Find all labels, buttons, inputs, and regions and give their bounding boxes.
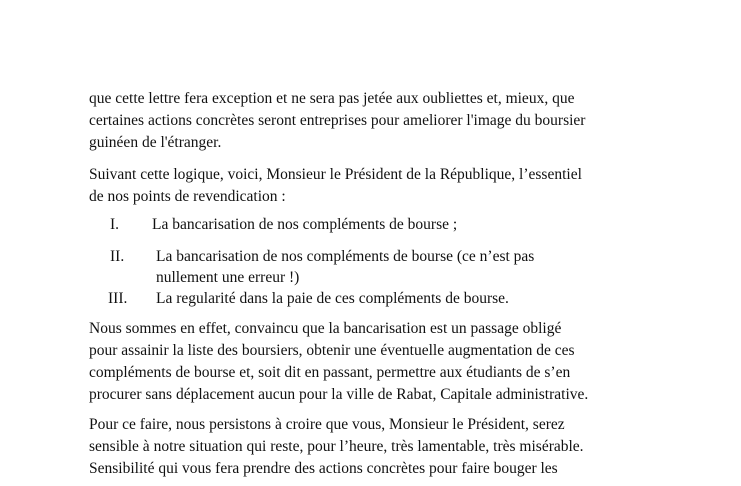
list-number: II. — [110, 248, 125, 265]
text-line: que cette lettre fera exception et ne sera pas jetée aux oubliettes et, mieux, que — [89, 90, 575, 107]
text-line: certaines actions concrètes seront entreprises pour ameliorer l'image du boursier — [89, 112, 586, 129]
list-item — [0, 246, 741, 268]
text-line: de nos points de revendication : — [89, 188, 286, 205]
text-line: compléments de bourse et, soit dit en passant, permettre aux étudiants de s’en — [89, 364, 571, 381]
text-line: Nous sommes en effet, convaincu que la bancarisation est un passage obligé — [89, 320, 562, 337]
text-line: procurer sans déplacement aucun pour la ville de Rabat, Capitale administrative. — [89, 386, 589, 403]
list-text: La regularité dans la paie de ces compléments de bourse. — [156, 290, 509, 307]
text-line: Suivant cette logique, voici, Monsieur le Président de la République, l’essentiel — [89, 166, 582, 183]
list-item-continuation — [0, 267, 741, 289]
list-text: nullement une erreur !) — [156, 269, 300, 286]
paragraph-sensibilite — [89, 414, 669, 480]
paragraph-bancarisation — [89, 318, 669, 406]
list-item — [0, 288, 741, 310]
text-line: sensible à notre situation qui reste, pour l’heure, très lamentable, très misérable. — [89, 438, 584, 455]
list-text: La bancarisation de nos compléments de bourse (ce n’est pas — [156, 248, 535, 265]
list-number: I. — [110, 216, 120, 233]
list-number: III. — [108, 290, 128, 307]
paragraph-exception — [89, 88, 669, 154]
list-text: La bancarisation de nos compléments de bourse ; — [152, 216, 458, 233]
text-line: Sensibilité qui vous fera prendre des actions concrètes pour faire bouger les — [89, 460, 558, 477]
text-line: guinéen de l'étranger. — [89, 134, 222, 151]
paragraph-revendication-intro — [89, 164, 669, 208]
list-item — [0, 214, 741, 236]
text-line: Pour ce faire, nous persistons à croire que vous, Monsieur le Président, serez — [89, 416, 565, 433]
text-line: pour assainir la liste des boursiers, obtenir une éventuelle augmentation de ces — [89, 342, 575, 359]
